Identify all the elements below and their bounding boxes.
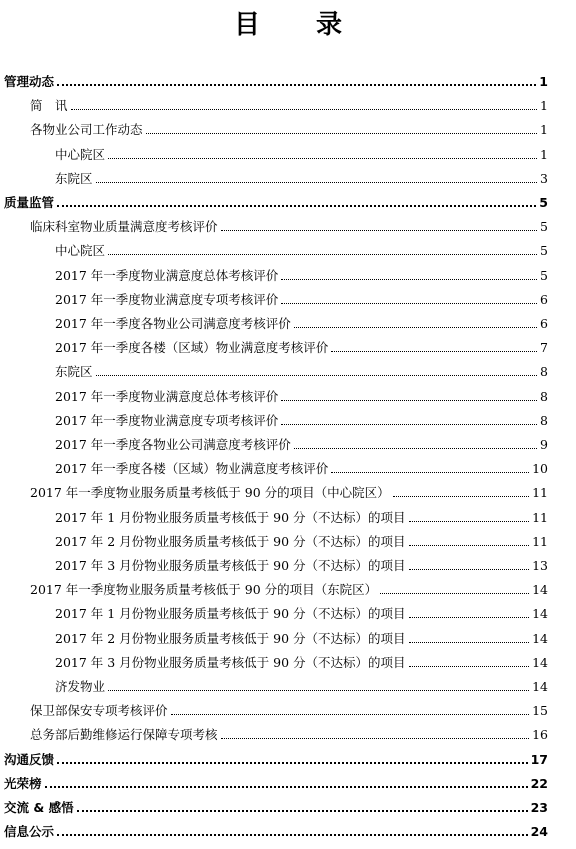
toc-entry[interactable] bbox=[55, 411, 548, 429]
toc-entry-label: 2017 年一季度各楼（区域）物业满意度考核评价 bbox=[55, 340, 329, 356]
toc-entry-label: 2017 年一季度物业满意度总体考核评价 bbox=[55, 388, 279, 404]
toc-entry[interactable] bbox=[55, 629, 548, 647]
toc-entry-page-number: 11 bbox=[532, 533, 548, 549]
toc-dot-leader bbox=[331, 471, 529, 473]
toc-entry-label: 信息公示 bbox=[4, 824, 55, 840]
toc-dot-leader bbox=[409, 520, 530, 522]
toc-entry-label: 2017 年 2 月份物业服务质量考核低于 90 分（不达标）的项目 bbox=[55, 630, 406, 646]
toc-entry-label: 2017 年一季度各物业公司满意度考核评价 bbox=[55, 316, 291, 331]
toc-entry-page-number: 15 bbox=[532, 703, 548, 719]
toc-entry-page-number: 1 bbox=[540, 98, 548, 114]
toc-entry-page-number: 5 bbox=[539, 195, 548, 210]
toc-entry-page-number: 10 bbox=[532, 461, 548, 477]
toc-entry-page-number: 6 bbox=[540, 316, 548, 331]
toc-dot-leader bbox=[171, 713, 530, 715]
toc-entry-label: 2017 年一季度各楼（区域）物业满意度考核评价 bbox=[55, 461, 329, 477]
toc-entry[interactable] bbox=[55, 338, 548, 356]
toc-entry[interactable] bbox=[30, 217, 548, 235]
toc-dot-leader bbox=[108, 689, 529, 691]
toc-entry[interactable] bbox=[4, 72, 548, 90]
toc-entry-page-number: 8 bbox=[540, 364, 548, 380]
toc-entry-label: 交流 & 感悟 bbox=[4, 800, 74, 815]
toc-entry-page-number: 1 bbox=[540, 146, 548, 162]
toc-entry[interactable] bbox=[30, 120, 548, 138]
toc-entry[interactable] bbox=[55, 532, 548, 550]
toc-entry[interactable] bbox=[55, 435, 548, 453]
toc-dot-leader bbox=[281, 399, 537, 401]
toc-dot-leader bbox=[294, 326, 537, 328]
toc-entry[interactable] bbox=[4, 774, 548, 792]
toc-dot-leader bbox=[57, 833, 528, 836]
toc-entry[interactable] bbox=[30, 483, 548, 501]
toc-entry[interactable] bbox=[55, 362, 548, 380]
toc-dot-leader bbox=[57, 761, 528, 764]
toc-entry-page-number: 22 bbox=[530, 775, 548, 791]
toc-entry-page-number: 9 bbox=[540, 437, 548, 452]
toc-entry[interactable] bbox=[55, 653, 548, 671]
toc-dot-leader bbox=[294, 447, 537, 449]
toc-entry[interactable] bbox=[55, 556, 548, 574]
toc-dot-leader bbox=[281, 423, 537, 425]
toc-entry-label: 中心院区 bbox=[55, 243, 106, 259]
toc-entry[interactable] bbox=[55, 604, 548, 622]
toc-entry-page-number: 14 bbox=[532, 606, 548, 622]
toc-dot-leader bbox=[45, 785, 528, 788]
toc-entry[interactable] bbox=[55, 145, 548, 163]
toc-entry[interactable] bbox=[55, 169, 548, 187]
toc-entry-page-number: 11 bbox=[532, 509, 548, 525]
toc-entry[interactable] bbox=[55, 387, 548, 405]
toc-entry[interactable] bbox=[55, 459, 548, 477]
toc-entry-page-number: 5 bbox=[540, 243, 548, 259]
toc-entry[interactable] bbox=[55, 677, 548, 695]
toc-dot-leader bbox=[221, 737, 530, 739]
toc-entry-label: 简 讯 bbox=[30, 98, 68, 114]
toc-entry-label: 2017 年一季度物业服务质量考核低于 90 分的项目（中心院区） bbox=[30, 485, 390, 501]
toc-entry-page-number: 5 bbox=[540, 267, 548, 283]
toc-entry[interactable] bbox=[55, 266, 548, 284]
toc-entry[interactable] bbox=[4, 750, 548, 768]
toc-entry-label: 济发物业 bbox=[55, 679, 106, 694]
toc-dot-leader bbox=[221, 229, 538, 231]
toc-dot-leader bbox=[409, 641, 530, 643]
toc-dot-leader bbox=[409, 568, 530, 570]
toc-entry-page-number: 13 bbox=[532, 558, 548, 573]
toc-entry[interactable] bbox=[55, 508, 548, 526]
toc-entry-label: 2017 年一季度物业服务质量考核低于 90 分的项目（东院区） bbox=[30, 582, 378, 598]
toc-entry-label: 中心院区 bbox=[55, 146, 106, 162]
toc-entry-label: 2017 年一季度物业满意度专项考核评价 bbox=[55, 412, 279, 428]
toc-entry-label: 2017 年 1 月份物业服务质量考核低于 90 分（不达标）的项目 bbox=[55, 606, 406, 622]
page-title-char-1: 目 bbox=[233, 10, 260, 40]
toc-dot-leader bbox=[380, 592, 529, 594]
toc-entry-page-number: 8 bbox=[540, 388, 548, 404]
toc-dot-leader bbox=[71, 108, 538, 110]
toc-dot-leader bbox=[57, 204, 536, 207]
toc-entry[interactable] bbox=[30, 96, 548, 114]
toc-entry-label: 临床科室物业质量满意度考核评价 bbox=[30, 219, 218, 235]
page-title bbox=[0, 4, 576, 41]
toc-entry[interactable] bbox=[55, 314, 548, 332]
toc-entry-label: 沟通反馈 bbox=[4, 751, 55, 767]
page-title-char-2: 录 bbox=[316, 10, 343, 40]
toc-dot-leader bbox=[108, 157, 537, 159]
toc-entry-page-number: 11 bbox=[532, 485, 548, 501]
toc-entry-label: 2017 年一季度各物业公司满意度考核评价 bbox=[55, 437, 291, 452]
toc-dot-leader bbox=[281, 302, 537, 304]
toc-dot-leader bbox=[77, 809, 528, 812]
toc-entry-label: 管理动态 bbox=[4, 74, 55, 89]
toc-entry-page-number: 8 bbox=[540, 412, 548, 428]
toc-entry[interactable] bbox=[30, 580, 548, 598]
toc-entry-page-number: 24 bbox=[530, 824, 548, 840]
toc-entry[interactable] bbox=[30, 725, 548, 743]
toc-dot-leader bbox=[108, 253, 537, 255]
toc-entry-label: 质量监管 bbox=[4, 195, 55, 210]
toc-entry[interactable] bbox=[55, 241, 548, 259]
toc-entry-page-number: 3 bbox=[540, 170, 548, 186]
toc-entry-label: 光荣榜 bbox=[4, 775, 42, 791]
toc-entry-page-number: 16 bbox=[532, 727, 548, 743]
toc-dot-leader bbox=[393, 495, 529, 497]
toc-entry-page-number: 6 bbox=[540, 291, 548, 307]
toc-dot-leader bbox=[281, 278, 537, 280]
toc-entry-label: 东院区 bbox=[55, 170, 93, 186]
toc-dot-leader bbox=[331, 350, 537, 352]
toc-entry-label: 2017 年 2 月份物业服务质量考核低于 90 分（不达标）的项目 bbox=[55, 533, 406, 549]
toc-entry-label: 2017 年 3 月份物业服务质量考核低于 90 分（不达标）的项目 bbox=[55, 654, 406, 670]
toc-entry-label: 2017 年 3 月份物业服务质量考核低于 90 分（不达标）的项目 bbox=[55, 558, 406, 573]
toc-entry[interactable] bbox=[4, 193, 548, 211]
toc-entry-page-number: 1 bbox=[540, 122, 548, 138]
toc-entry-page-number: 14 bbox=[532, 582, 548, 598]
toc-entry[interactable] bbox=[4, 798, 548, 816]
toc-dot-leader bbox=[96, 374, 538, 376]
toc-entry-page-number: 23 bbox=[530, 800, 548, 815]
toc-entry-label: 保卫部保安专项考核评价 bbox=[30, 703, 168, 719]
toc-entry-label: 2017 年一季度物业满意度专项考核评价 bbox=[55, 291, 279, 307]
toc-entry[interactable] bbox=[55, 290, 548, 308]
toc-entry[interactable] bbox=[30, 701, 548, 719]
toc-entry-label: 总务部后勤维修运行保障专项考核 bbox=[30, 727, 218, 743]
toc-entry-label: 2017 年 1 月份物业服务质量考核低于 90 分（不达标）的项目 bbox=[55, 509, 406, 525]
toc-dot-leader bbox=[96, 181, 538, 183]
toc-dot-leader bbox=[409, 665, 530, 667]
toc-dot-leader bbox=[146, 132, 538, 134]
toc-entry-page-number: 14 bbox=[532, 654, 548, 670]
toc-entry-page-number: 1 bbox=[539, 74, 548, 89]
toc-entry-page-number: 14 bbox=[532, 679, 548, 694]
toc-entry-label: 各物业公司工作动态 bbox=[30, 122, 143, 138]
toc-entry-label: 东院区 bbox=[55, 364, 93, 380]
toc-entry-page-number: 7 bbox=[540, 340, 548, 356]
toc-entry-page-number: 14 bbox=[532, 630, 548, 646]
toc-entry-page-number: 5 bbox=[540, 219, 548, 235]
toc-entry-page-number: 17 bbox=[530, 751, 548, 767]
toc-dot-leader bbox=[409, 616, 530, 618]
toc-entry[interactable] bbox=[4, 822, 548, 840]
toc-entry-label: 2017 年一季度物业满意度总体考核评价 bbox=[55, 267, 279, 283]
toc-dot-leader bbox=[409, 544, 530, 546]
toc-dot-leader bbox=[57, 83, 536, 86]
